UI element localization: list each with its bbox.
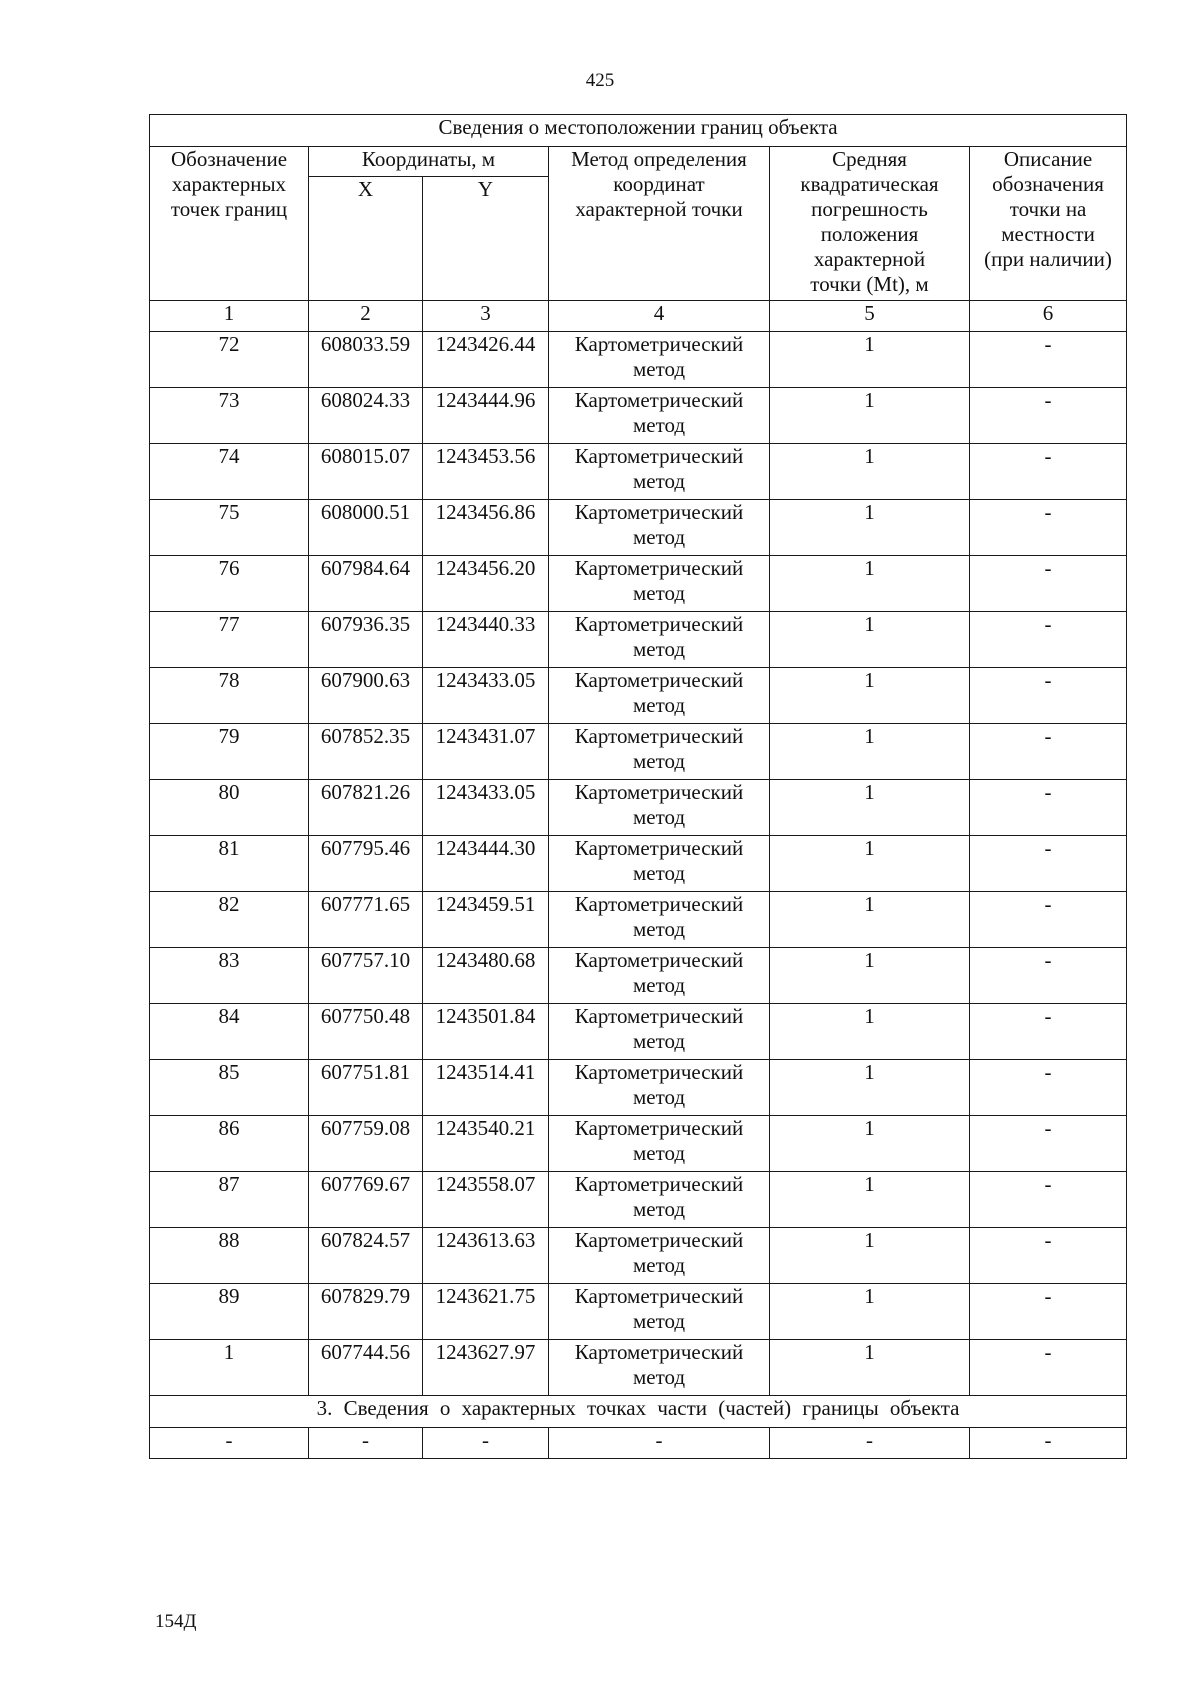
error-cell: 1 (770, 1004, 970, 1060)
x-cell: 607900.63 (309, 668, 423, 724)
table-row (150, 724, 1127, 780)
table-row (150, 1340, 1127, 1396)
error-cell: 1 (770, 780, 970, 836)
y-cell: 1243444.30 (423, 836, 549, 892)
point-cell: 87 (150, 1172, 309, 1228)
column-number: 1 (150, 301, 309, 332)
method-cell: Картометрический метод (549, 388, 770, 444)
method-cell: Картометрический метод (549, 1172, 770, 1228)
table-row (150, 1004, 1127, 1060)
section-3-title: 3. Сведения о характерных точках части (частей) границы объекта (150, 1396, 1127, 1428)
method-cell: Картометрический метод (549, 1228, 770, 1284)
table-row (150, 780, 1127, 836)
x-cell: 607750.48 (309, 1004, 423, 1060)
description-cell: - (970, 1172, 1127, 1228)
point-cell: 89 (150, 1284, 309, 1340)
point-cell: 74 (150, 444, 309, 500)
column-numbers-row (150, 301, 1127, 332)
description-cell: - (970, 1060, 1127, 1116)
error-cell: 1 (770, 836, 970, 892)
point-cell: 75 (150, 500, 309, 556)
y-cell: 1243459.51 (423, 892, 549, 948)
method-cell: Картометрический метод (549, 1284, 770, 1340)
description-cell: - (970, 1340, 1127, 1396)
header-coordinates: Координаты, м (309, 147, 549, 177)
column-number: 3 (423, 301, 549, 332)
table-cell: - (150, 1428, 309, 1459)
table-row (150, 1284, 1127, 1340)
column-number: 6 (970, 301, 1127, 332)
table-caption: Сведения о местоположении границ объекта (150, 115, 1127, 147)
method-cell: Картометрический метод (549, 444, 770, 500)
error-cell: 1 (770, 612, 970, 668)
error-cell: 1 (770, 948, 970, 1004)
method-cell: Картометрический метод (549, 780, 770, 836)
point-cell: 73 (150, 388, 309, 444)
column-number: 2 (309, 301, 423, 332)
description-cell: - (970, 332, 1127, 388)
x-cell: 607852.35 (309, 724, 423, 780)
error-cell: 1 (770, 1060, 970, 1116)
point-cell: 76 (150, 556, 309, 612)
y-cell: 1243456.20 (423, 556, 549, 612)
table-row (150, 500, 1127, 556)
table-row (150, 1228, 1127, 1284)
y-cell: 1243558.07 (423, 1172, 549, 1228)
method-cell: Картометрический метод (549, 1340, 770, 1396)
description-cell: - (970, 780, 1127, 836)
x-cell: 607769.67 (309, 1172, 423, 1228)
x-cell: 607824.57 (309, 1228, 423, 1284)
y-cell: 1243431.07 (423, 724, 549, 780)
header-method: Метод определения координат характерной точки (549, 147, 770, 301)
description-cell: - (970, 444, 1127, 500)
point-cell: 88 (150, 1228, 309, 1284)
error-cell: 1 (770, 332, 970, 388)
table-cell: - (549, 1428, 770, 1459)
error-cell: 1 (770, 388, 970, 444)
method-cell: Картометрический метод (549, 948, 770, 1004)
table-row (150, 1116, 1127, 1172)
point-cell: 81 (150, 836, 309, 892)
x-cell: 608024.33 (309, 388, 423, 444)
x-cell: 608015.07 (309, 444, 423, 500)
error-cell: 1 (770, 500, 970, 556)
header-mean-error: Средняя квадратическая погрешность положения характерной точки (Mt), м (770, 147, 970, 301)
header-y: Y (423, 177, 549, 301)
description-cell: - (970, 892, 1127, 948)
description-cell: - (970, 1004, 1127, 1060)
y-cell: 1243444.96 (423, 388, 549, 444)
y-cell: 1243613.63 (423, 1228, 549, 1284)
table-row (150, 332, 1127, 388)
y-cell: 1243433.05 (423, 780, 549, 836)
error-cell: 1 (770, 1228, 970, 1284)
y-cell: 1243540.21 (423, 1116, 549, 1172)
method-cell: Картометрический метод (549, 500, 770, 556)
x-cell: 607759.08 (309, 1116, 423, 1172)
method-cell: Картометрический метод (549, 332, 770, 388)
description-cell: - (970, 500, 1127, 556)
table-row (150, 1172, 1127, 1228)
description-cell: - (970, 612, 1127, 668)
description-cell: - (970, 556, 1127, 612)
x-cell: 608000.51 (309, 500, 423, 556)
method-cell: Картометрический метод (549, 724, 770, 780)
column-number: 4 (549, 301, 770, 332)
y-cell: 1243433.05 (423, 668, 549, 724)
error-cell: 1 (770, 556, 970, 612)
y-cell: 1243621.75 (423, 1284, 549, 1340)
footer-code: 154Д (155, 1611, 197, 1632)
description-cell: - (970, 1228, 1127, 1284)
error-cell: 1 (770, 724, 970, 780)
y-cell: 1243501.84 (423, 1004, 549, 1060)
header-description: Описание обозначения точки на местности (при наличии) (970, 147, 1127, 301)
error-cell: 1 (770, 1340, 970, 1396)
header-x: X (309, 177, 423, 301)
y-cell: 1243480.68 (423, 948, 549, 1004)
y-cell: 1243426.44 (423, 332, 549, 388)
y-cell: 1243456.86 (423, 500, 549, 556)
method-cell: Картометрический метод (549, 556, 770, 612)
table-cell: - (770, 1428, 970, 1459)
section-3-row (150, 1428, 1127, 1459)
description-cell: - (970, 668, 1127, 724)
method-cell: Картометрический метод (549, 612, 770, 668)
table-row (150, 388, 1127, 444)
x-cell: 607771.65 (309, 892, 423, 948)
description-cell: - (970, 724, 1127, 780)
table-row (150, 1060, 1127, 1116)
page-number: 425 (585, 70, 615, 91)
error-cell: 1 (770, 892, 970, 948)
description-cell: - (970, 1284, 1127, 1340)
description-cell: - (970, 388, 1127, 444)
y-cell: 1243514.41 (423, 1060, 549, 1116)
point-cell: 80 (150, 780, 309, 836)
method-cell: Картометрический метод (549, 1004, 770, 1060)
error-cell: 1 (770, 1284, 970, 1340)
description-cell: - (970, 836, 1127, 892)
table-cell: - (423, 1428, 549, 1459)
point-cell: 77 (150, 612, 309, 668)
x-cell: 607757.10 (309, 948, 423, 1004)
error-cell: 1 (770, 444, 970, 500)
method-cell: Картометрический метод (549, 1116, 770, 1172)
point-cell: 82 (150, 892, 309, 948)
point-cell: 83 (150, 948, 309, 1004)
table-row (150, 948, 1127, 1004)
method-cell: Картометрический метод (549, 668, 770, 724)
table-row (150, 556, 1127, 612)
x-cell: 607936.35 (309, 612, 423, 668)
y-cell: 1243440.33 (423, 612, 549, 668)
point-cell: 85 (150, 1060, 309, 1116)
y-cell: 1243453.56 (423, 444, 549, 500)
x-cell: 607751.81 (309, 1060, 423, 1116)
error-cell: 1 (770, 1172, 970, 1228)
x-cell: 608033.59 (309, 332, 423, 388)
x-cell: 607744.56 (309, 1340, 423, 1396)
x-cell: 607984.64 (309, 556, 423, 612)
point-cell: 79 (150, 724, 309, 780)
table-row (150, 892, 1127, 948)
point-cell: 86 (150, 1116, 309, 1172)
point-cell: 84 (150, 1004, 309, 1060)
table-row (150, 836, 1127, 892)
error-cell: 1 (770, 668, 970, 724)
x-cell: 607795.46 (309, 836, 423, 892)
x-cell: 607821.26 (309, 780, 423, 836)
table-row (150, 668, 1127, 724)
point-cell: 1 (150, 1340, 309, 1396)
description-cell: - (970, 1116, 1127, 1172)
method-cell: Картометрический метод (549, 836, 770, 892)
method-cell: Картометрический метод (549, 1060, 770, 1116)
table-cell: - (309, 1428, 423, 1459)
table-row (150, 612, 1127, 668)
table-cell: - (970, 1428, 1127, 1459)
error-cell: 1 (770, 1116, 970, 1172)
x-cell: 607829.79 (309, 1284, 423, 1340)
header-point-designation: Обозначение характерных точек границ (150, 147, 309, 301)
description-cell: - (970, 948, 1127, 1004)
y-cell: 1243627.97 (423, 1340, 549, 1396)
table-row (150, 444, 1127, 500)
method-cell: Картометрический метод (549, 892, 770, 948)
point-cell: 72 (150, 332, 309, 388)
column-number: 5 (770, 301, 970, 332)
point-cell: 78 (150, 668, 309, 724)
boundary-coordinates-table (149, 114, 1127, 1459)
